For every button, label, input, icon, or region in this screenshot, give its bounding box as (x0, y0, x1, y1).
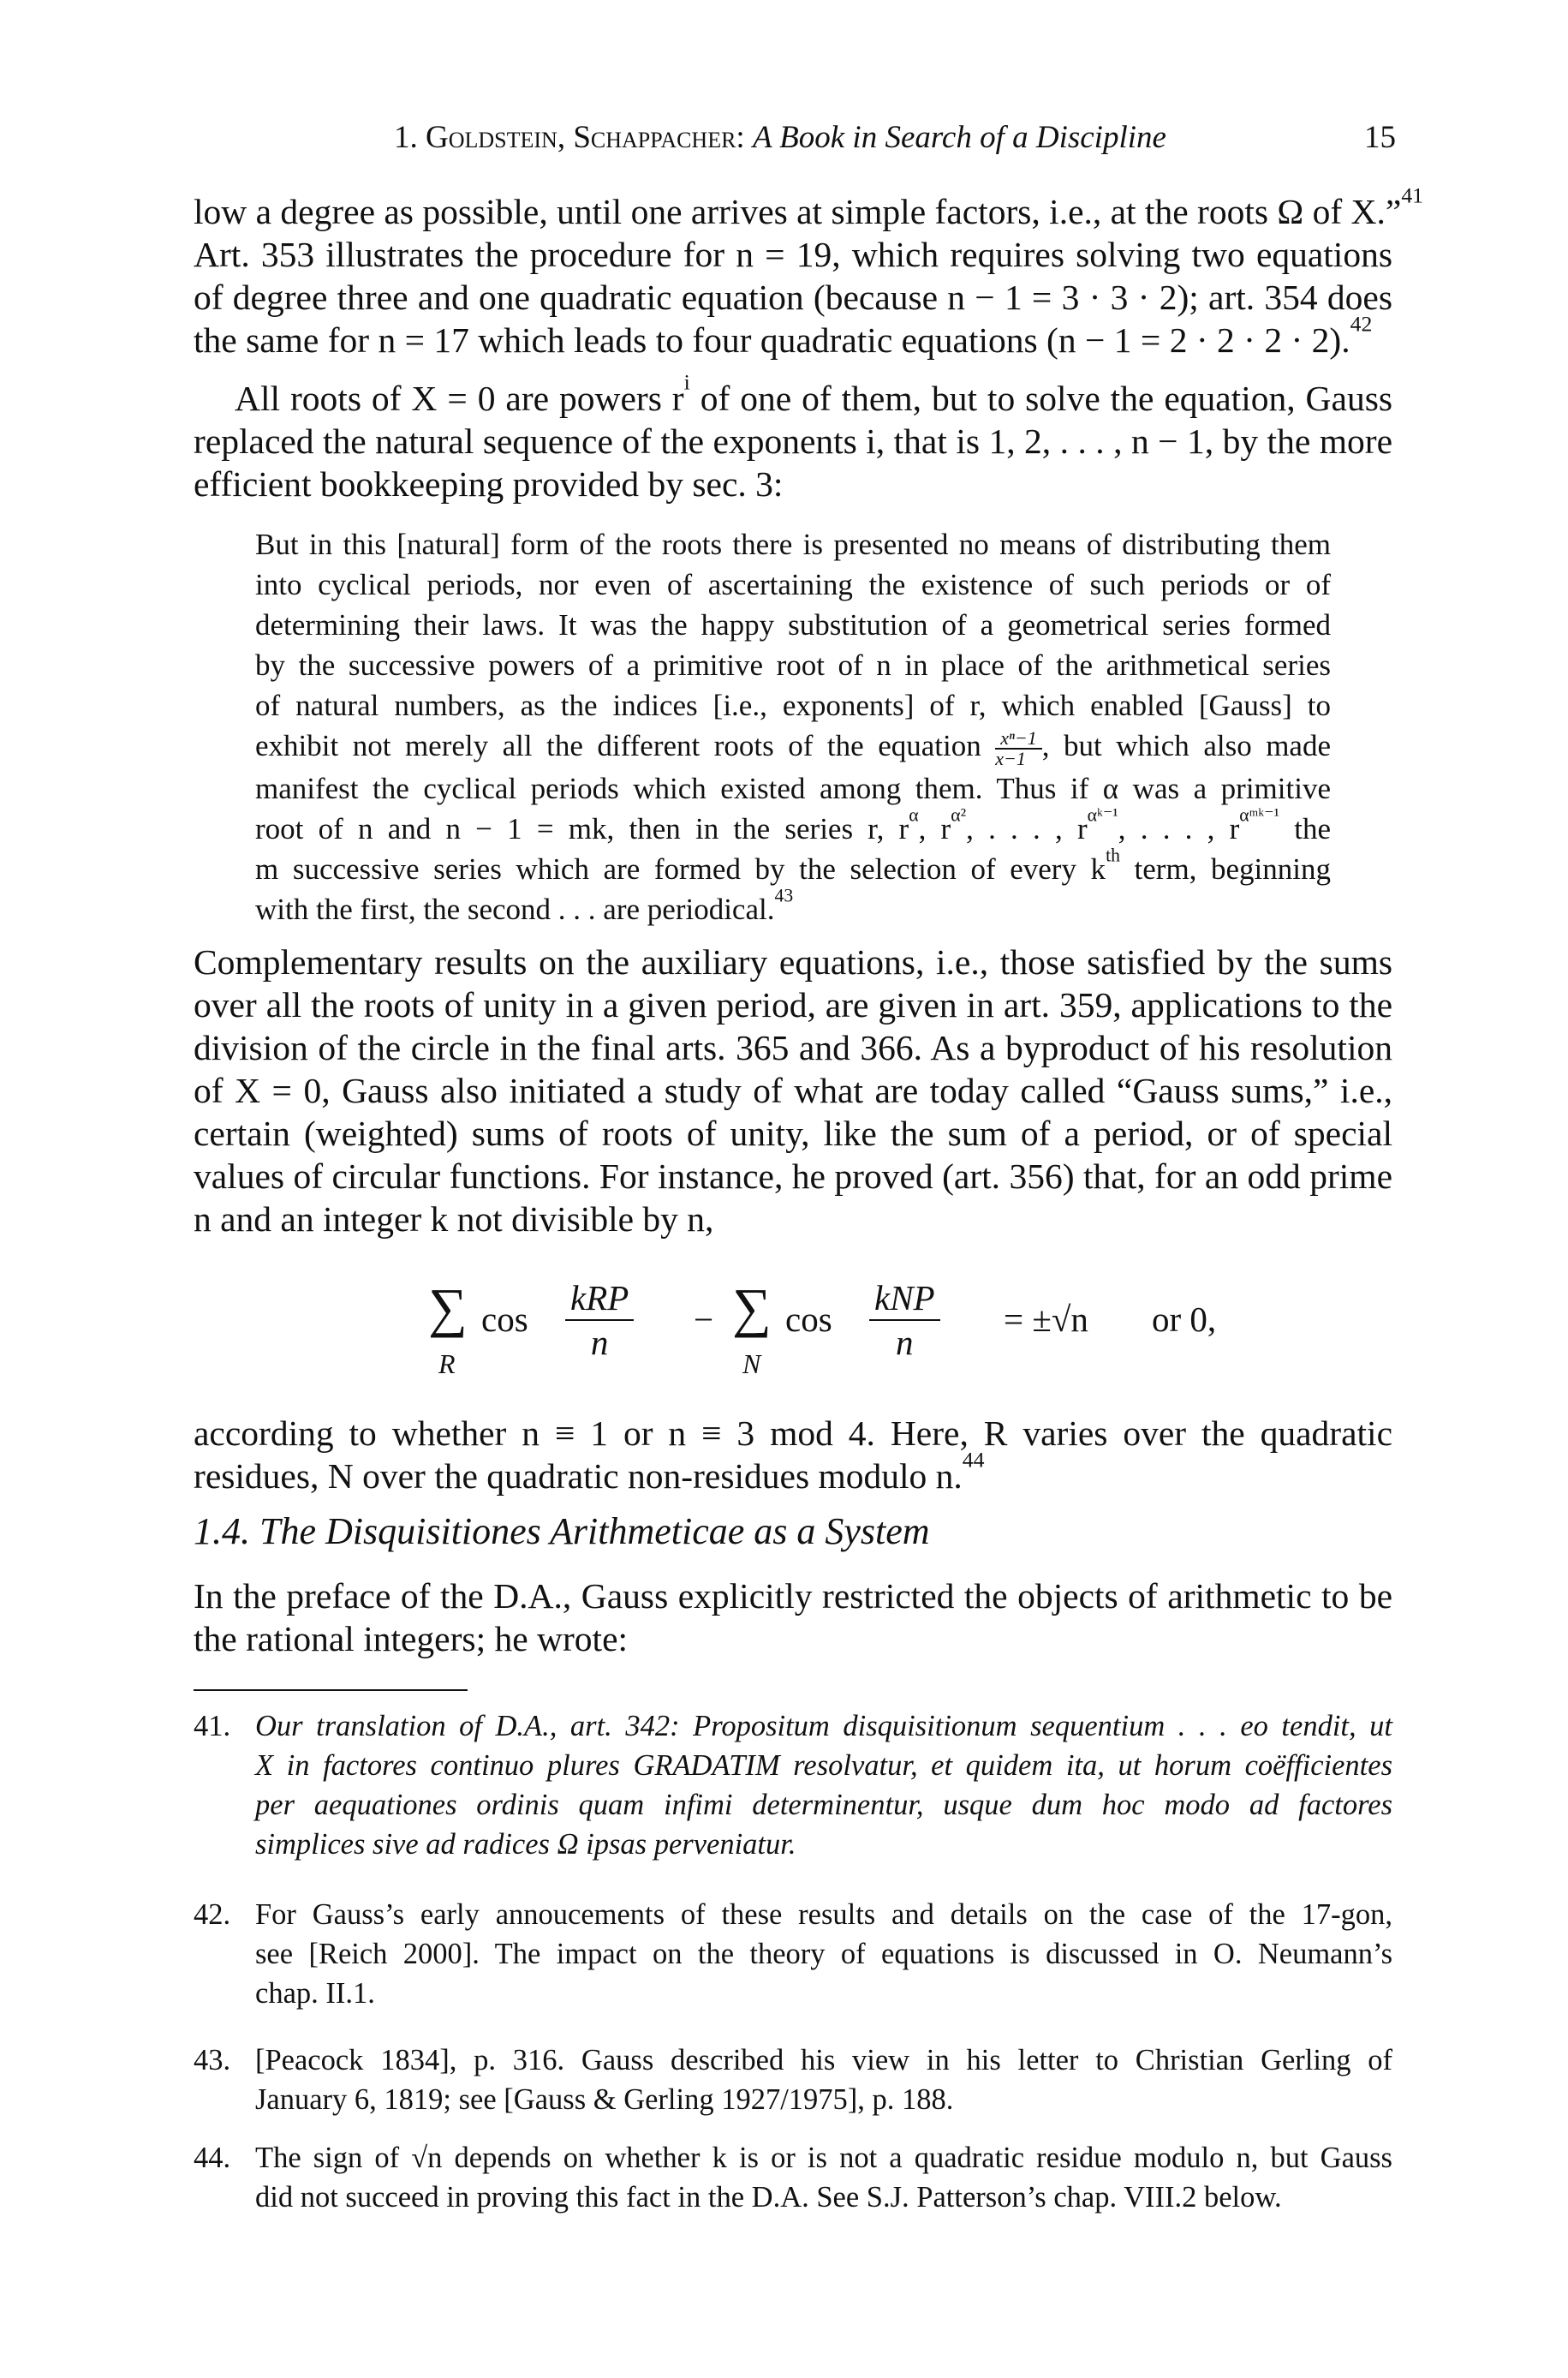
page-number: 15 (1364, 120, 1396, 155)
formula-alternative: or 0, (1152, 1300, 1217, 1339)
text-line (194, 182, 1424, 233)
text-line: n and an integer k not divisible by n, (194, 1199, 714, 1239)
footnote-ref-44: 44 (962, 1447, 985, 1473)
fraction-denominator: n (590, 1323, 609, 1362)
text-line: replaced the natural sequence of the exponents i, that is 1, 2, . . . , n − 1, by the more (194, 421, 1392, 461)
text-span: , but which also made (1041, 729, 1331, 762)
quote-line: But in this [natural] form of the roots there is presented no means of distributing them (255, 528, 1331, 561)
text-line (194, 369, 1392, 420)
footnote-line: per aequationes ordinis quam infimi determinentur, usque dum hoc modo ad factores (255, 1789, 1392, 1821)
footnote-line: did not succeed in proving this fact in the D.A. See S.J. Patterson’s chap. VIII.2 below. (255, 2181, 1282, 2214)
paragraph-4 (194, 1412, 1392, 1497)
footnote-number: 42. (194, 1898, 231, 1931)
block-quote (255, 524, 1331, 929)
text-span: root of n and n − 1 = mk, then in the series r, r (255, 811, 909, 845)
quote-line: manifest the cyclical periods which existed among them. Thus if α was a primitive (255, 771, 1331, 805)
quote-line: determining their laws. It was the happy substitution of a geometrical series formed (255, 608, 1331, 642)
fraction (565, 1276, 634, 1364)
display-formula (428, 1276, 1217, 1388)
text-span: low a degree as possible, until one arrives at simple factors, i.e., at the roots Ω of X.” (194, 192, 1402, 231)
running-head (394, 118, 1396, 158)
summation-symbol: ∑ (732, 1277, 772, 1338)
section-heading (194, 1509, 930, 1553)
text-line: division of the circle in the final arts. 365 and 366. As a byproduct of his resolution (194, 1028, 1392, 1067)
inline-fraction (995, 726, 1042, 769)
text-line (194, 1447, 1392, 1497)
text-span: , . . . , r (1118, 811, 1240, 845)
footnote-text (255, 2040, 1392, 2119)
exponent: αᵏ⁻¹ (1087, 804, 1118, 826)
footnote-rule (194, 1689, 468, 1691)
fraction-denominator: x−1 (995, 747, 1026, 769)
paragraph-5 (194, 1574, 1392, 1660)
footnote-line: The sign of √n depends on whether k is or is not a quadratic residue modulo n, but Gauss (255, 2142, 1392, 2174)
footnote-43 (194, 2040, 1392, 2121)
exponent: αᵐᵏ⁻¹ (1239, 804, 1280, 826)
text-line: values of circular functions. For instance, he proved (art. 356) that, for an odd prime (194, 1156, 1392, 1196)
footnote-text (255, 2138, 1392, 2217)
text-line: over all the roots of unity in a given period, are given in art. 359, applications to the (194, 985, 1392, 1025)
exponent: α (909, 804, 919, 826)
fraction-numerator: xⁿ−1 (995, 729, 1042, 750)
text-line: Complementary results on the auxiliary equations, i.e., those satisfied by the sums (194, 942, 1392, 982)
footnote-text (255, 1895, 1392, 2013)
footnote-number: 44. (194, 2142, 231, 2174)
text-span: , . . . , r (966, 811, 1088, 845)
text-line: according to whether n ≡ 1 or n ≡ 3 mod 4. Here, R varies over the quadratic (194, 1413, 1392, 1453)
running-head-title: A Book in Search of a Discipline (752, 120, 1166, 155)
text-line: certain (weighted) sums of roots of unity, like the sum of a period, or of special (194, 1114, 1392, 1153)
summation-index: N (742, 1348, 761, 1379)
footnote-44 (194, 2138, 1392, 2219)
cos-label: cos (785, 1300, 832, 1339)
fraction-numerator: kRP (565, 1276, 634, 1321)
paragraph-2 (194, 369, 1392, 505)
exponent: α² (951, 804, 967, 826)
footnote-line: For Gauss’s early annoucements of these results and details on the case of the 17-gon, (255, 1898, 1392, 1931)
footnote-line: [Peacock 1834], p. 316. Gauss described his view in his letter to Christian Gerling of (255, 2044, 1392, 2076)
summation-index: R (438, 1348, 456, 1379)
quote-line (255, 804, 1332, 849)
text-span: with the first, the second . . . are periodical. (255, 892, 775, 926)
footnote-41 (194, 1706, 1392, 1869)
footnote-line: January 6, 1819; see [Gauss & Gerling 1927/1975], p. 188. (255, 2083, 954, 2116)
text-span: the (1279, 811, 1332, 845)
text-span: the same for n = 17 which leads to four quadratic equations (n − 1 = 2 · 2 · 2 · 2). (194, 320, 1350, 360)
fraction (869, 1276, 940, 1364)
text-line: In the preface of the D.A., Gauss explicitly restricted the objects of arithmetic to be (194, 1576, 1392, 1616)
footnote-ref-41: 41 (1401, 182, 1424, 208)
quote-line (255, 845, 1331, 889)
footnote-42 (194, 1895, 1392, 2015)
text-line: the rational integers; he wrote: (194, 1619, 629, 1658)
footnote-line: Our translation of D.A., art. 342: Propositum disquisitionum sequentium . . . eo tendit, ut (255, 1710, 1392, 1742)
footnote-line: chap. II.1. (255, 1977, 375, 2010)
footnote-number: 41. (194, 1710, 231, 1742)
running-head-authors: 1. Goldstein, Schappacher: (394, 120, 745, 155)
quote-line (255, 885, 1331, 929)
footnote-ref-42: 42 (1350, 311, 1373, 337)
paragraph-3 (194, 941, 1392, 1240)
text-span: of one of them, but to solve the equation, Gauss (689, 379, 1392, 418)
quote-line (255, 726, 1331, 768)
footnote-line: see [Reich 2000]. The impact on the theory of equations is discussed in O. Neumann’s (255, 1938, 1392, 1970)
section-number: 1.4. (194, 1510, 250, 1552)
cos-label: cos (481, 1300, 528, 1339)
superscript: th (1106, 845, 1120, 866)
fraction-denominator: n (896, 1323, 914, 1362)
text-span: , r (918, 811, 951, 845)
section-title: The Disquisitiones Arithmeticae as a System (259, 1510, 930, 1552)
formula-rhs: = ±√n (1004, 1300, 1088, 1339)
footnote-number: 43. (194, 2044, 231, 2076)
text-span: m successive series which are formed by the selection of every k (255, 851, 1106, 886)
summation-symbol: ∑ (428, 1277, 468, 1338)
text-span: exhibit not merely all the different roots of the equation (255, 729, 981, 762)
minus-sign: − (694, 1300, 714, 1339)
text-line: of degree three and one quadratic equation (because n − 1 = 3 · 3 · 2); art. 354 does (194, 278, 1392, 317)
exponent: i (683, 369, 690, 395)
footnote-line: X in factores continuo plures GRADATIM resolvatur, et quidem ita, ut horum coëfficientes (255, 1749, 1392, 1782)
text-line (194, 311, 1392, 361)
paragraph-1 (194, 182, 1424, 361)
text-line: efficient bookkeeping provided by sec. 3: (194, 464, 784, 504)
text-line: of X = 0, Gauss also initiated a study of what are today called “Gauss sums,” i.e., (194, 1071, 1392, 1110)
fraction-numerator: kNP (869, 1276, 940, 1321)
text-span: term, beginning (1119, 851, 1331, 886)
text-line: Art. 353 illustrates the procedure for n = 19, which requires solving two equations (194, 235, 1392, 274)
footnote-ref-43: 43 (774, 885, 794, 906)
text-span: All roots of X = 0 are powers r (235, 379, 684, 418)
quote-line: into cyclical periods, nor even of ascertaining the existence of such periods or of (255, 568, 1331, 601)
quote-line: of natural numbers, as the indices [i.e., exponents] of r, which enabled [Gauss] to (255, 689, 1331, 722)
text-span: residues, N over the quadratic non-residues modulo n. (194, 1456, 963, 1496)
footnote-line: simplices sive ad radices Ω ipsas perveniatur. (255, 1828, 796, 1861)
quote-line: by the successive powers of a primitive root of n in place of the arithmetical series (255, 648, 1331, 682)
footnote-text (255, 1706, 1392, 1864)
